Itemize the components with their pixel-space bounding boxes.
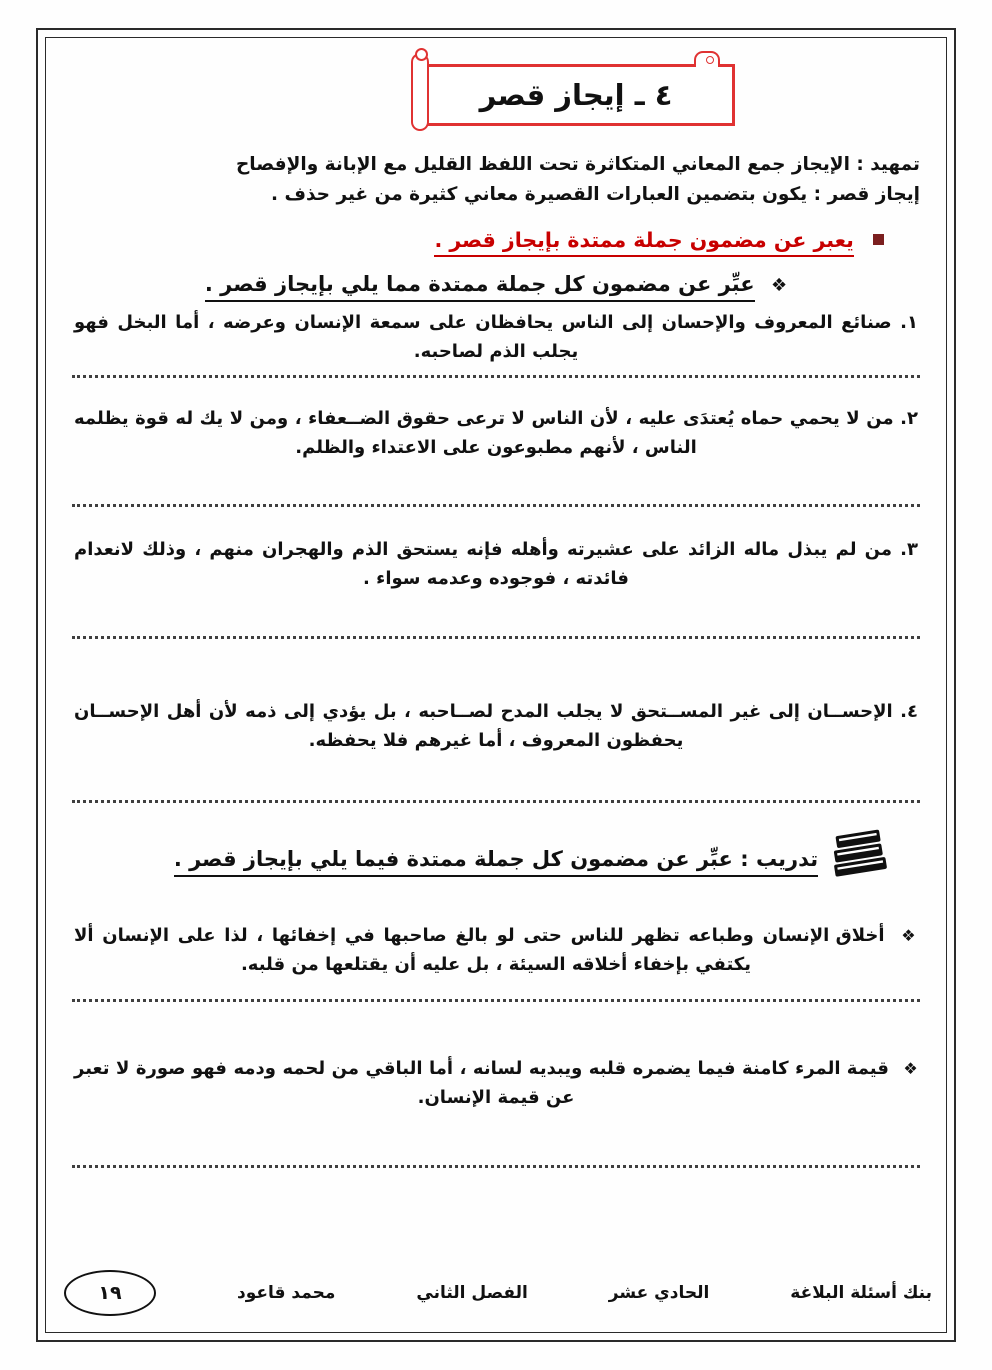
title-banner xyxy=(417,64,735,126)
question-3-number: ٣. xyxy=(900,538,918,560)
exercise-heading: عبِّر عن مضمون كل جملة ممتدة مما يلي بإيجاز قصر . xyxy=(205,272,755,302)
training-item-2 xyxy=(74,1054,918,1112)
footer-subject: بنك أسئلة البلاغة xyxy=(790,1283,932,1303)
answer-dotted-line xyxy=(72,996,920,1002)
answer-dotted-line xyxy=(72,372,920,378)
training-heading xyxy=(174,847,818,877)
intro-section xyxy=(102,150,920,210)
training-item-1-text: أخلاق الإنسان وطباعه تظهر للناس حتى لو بالغ صاحبها في إخفائها ، لذا على الإنسان ألا يكتفي بإخفاء أخلاقه السيئة ، بل عليه أن يقتلعها من قلبه. xyxy=(74,925,885,976)
objective-heading: يعبر عن مضمون جملة ممتدة بإيجاز قصر . xyxy=(434,228,853,257)
intro-line-definition xyxy=(102,150,920,180)
intro-line-ijaz-qasr xyxy=(102,180,920,210)
answer-dotted-line xyxy=(72,501,920,507)
exercise-heading-row xyxy=(72,272,920,296)
intro-label-ijaz: إيجاز قصر : xyxy=(813,183,920,205)
question-4-text: الإحســان إلى غير المســتحق لا يجلب المدح لصــاحبه ، بل يؤدي إلى ذمه لأن أهل الإحســان يحفظون المعروف ، أما غيرهم فلا يحفظه. xyxy=(74,700,893,752)
question-2 xyxy=(74,404,918,462)
scroll-roll-icon xyxy=(411,53,429,131)
footer-grade: الحادي عشر xyxy=(608,1283,710,1303)
diamond-bullet-icon: ❖ xyxy=(770,274,788,296)
question-2-text: من لا يحمي حماه يُعتدَى عليه ، لأن الناس لا ترعى حقوق الضــعفاء ، ومن لا يك له قوة يظلمه الناس ، لأنهم مطبوعون على الاعتداء والظلم. xyxy=(74,408,894,459)
answer-dotted-line xyxy=(72,1162,920,1168)
intro-text-tamhid: الإيجاز جمع المعاني المتكاثرة تحت اللفظ القليل مع الإبانة والإفصاح xyxy=(235,154,850,175)
question-1-text: صنائع المعروف والإحسان إلى الناس يحافظان على سمعة الإنسان وعرضه ، أما البخل فهو يجلب الذم لصاحبه. xyxy=(74,311,892,363)
footer-term: الفصل الثاني xyxy=(416,1283,528,1303)
inner-frame xyxy=(45,37,947,1333)
page-number-badge xyxy=(64,1270,156,1316)
question-2-number: ٢. xyxy=(900,408,918,430)
question-1-number: ١. xyxy=(900,311,918,333)
page-title: ٤ ـ إيجاز قصر xyxy=(479,78,673,112)
footer xyxy=(64,1270,932,1316)
intro-text-ijaz: يكون بتضمين العبارات القصيرة معاني كثيرة من غير حذف . xyxy=(271,183,808,205)
objective-heading-row xyxy=(72,228,884,252)
training-item-1 xyxy=(74,921,918,979)
answer-dotted-line xyxy=(72,633,920,639)
books-icon xyxy=(826,823,890,879)
scroll-curl-icon xyxy=(694,51,720,67)
diamond-bullet-icon: ❖ xyxy=(903,1058,918,1078)
training-heading-text: عبِّر عن مضمون كل جملة ممتدة فيما يلي بإيجاز قصر . xyxy=(173,847,733,872)
question-4-number: ٤. xyxy=(900,700,918,722)
question-3-text: من لم يبذل ماله الزائد على عشيرته وأهله فإنه يستحق الذم والهجران منهم ، وذلك لانعدام فائدته ، فوجوده وعدمه سواء . xyxy=(74,538,892,589)
question-3 xyxy=(74,535,918,593)
outer-frame xyxy=(36,28,956,1342)
intro-label-tamhid: تمهيد : xyxy=(856,154,920,175)
training-item-2-text: قيمة المرء كامنة فيما يضمره قلبه ويبديه لسانه ، أما الباقي من لحمه ودمه فهو صورة لا تعبر عن قيمة الإنسان. xyxy=(74,1057,889,1108)
page-number: ١٩ xyxy=(98,1282,122,1304)
training-heading-row xyxy=(72,847,920,871)
question-1 xyxy=(74,308,918,366)
diamond-bullet-icon: ❖ xyxy=(901,926,918,946)
square-bullet-icon xyxy=(873,234,884,245)
footer-author: محمد قاعود xyxy=(236,1283,336,1303)
answer-dotted-line xyxy=(72,797,920,803)
training-label: تدريب : xyxy=(740,847,819,872)
question-4 xyxy=(74,697,918,755)
